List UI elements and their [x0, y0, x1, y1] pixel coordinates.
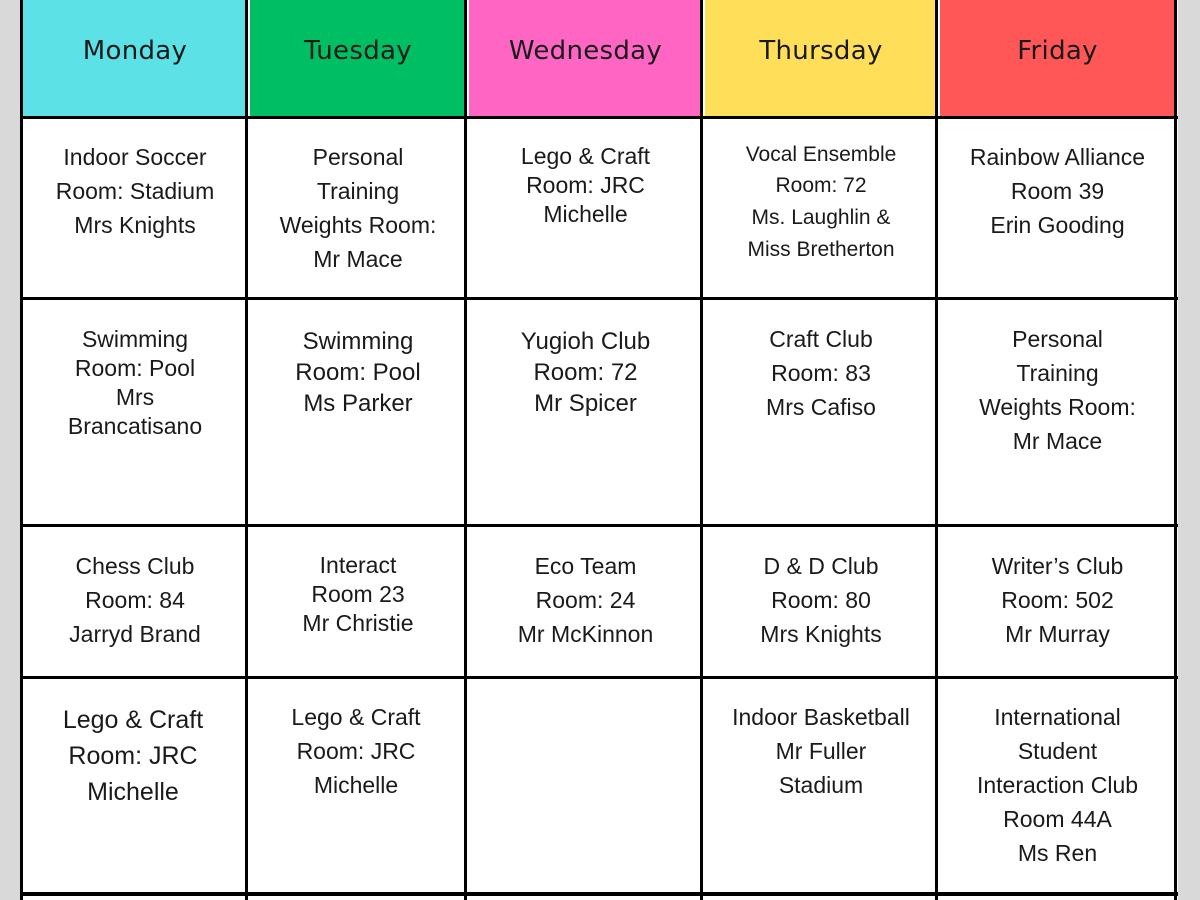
- activity-room: Room: 72: [533, 359, 638, 386]
- activity-name: Indoor Basketball: [732, 704, 910, 730]
- activity-name: Lego & Craft: [291, 704, 421, 730]
- header-friday: [940, 0, 1175, 118]
- activity-teacher: Mr Fuller: [775, 738, 867, 764]
- activity-name: Eco Team: [534, 553, 637, 579]
- activity-name: Lego & Craft: [520, 143, 651, 169]
- header-tuesday-label: Tuesday: [304, 36, 412, 66]
- activity-name: Personal: [312, 144, 404, 170]
- cell-r3-thursday: [705, 549, 937, 651]
- activity-room: Room 23: [311, 581, 405, 607]
- activity-name: Chess Club: [75, 553, 195, 579]
- grid-line: [20, 524, 1178, 527]
- activity-room: Room: 24: [535, 587, 636, 613]
- activity-teacher: Mr McKinnon: [517, 621, 654, 647]
- header-tuesday: [250, 0, 466, 118]
- activity-room: Room: Pool: [74, 355, 196, 381]
- cell-r3-tuesday: [250, 551, 466, 638]
- activity-teacher: Mr Mace: [313, 246, 403, 272]
- activity-teacher: Michelle: [543, 201, 628, 227]
- activity-teacher: Mr Christie: [302, 610, 414, 636]
- header-wednesday: [469, 0, 702, 118]
- activity-room: Stadium: [778, 772, 864, 798]
- activity-room: Room 44A: [1003, 806, 1112, 832]
- header-wednesday-label: Wednesday: [508, 36, 663, 66]
- cell-r2-monday: [23, 325, 247, 441]
- cell-r2-tuesday: [250, 326, 466, 419]
- grid-line: [20, 892, 1178, 896]
- header-friday-label: Friday: [1017, 36, 1098, 66]
- cell-r4-tuesday: [250, 700, 462, 802]
- activity-teacher: Ms Ren: [1017, 840, 1098, 866]
- activity-room: Room: 80: [771, 587, 871, 613]
- activity-room: Room: 502: [1001, 587, 1114, 613]
- activity-teacher: Michelle: [87, 778, 179, 806]
- activity-teacher: Michelle: [313, 772, 399, 798]
- activity-name: Indoor Soccer: [63, 144, 207, 170]
- activity-teacher: Mrs: [115, 384, 155, 410]
- activity-room: Weights Room:: [979, 394, 1136, 420]
- grid-line: [20, 116, 1178, 119]
- cell-r3-wednesday: [469, 549, 702, 651]
- cell-r3-friday: [940, 549, 1175, 651]
- header-thursday-label: Thursday: [759, 36, 883, 66]
- activity-name-cont: Interaction Club: [976, 772, 1139, 798]
- grid-line: [700, 0, 703, 900]
- activity-name-cont: Training: [316, 178, 400, 204]
- header-monday-label: Monday: [82, 36, 188, 66]
- activity-teacher: Ms Parker: [303, 390, 413, 417]
- activity-teacher: Mr Murray: [1005, 621, 1110, 647]
- cell-r1-thursday: [705, 139, 937, 265]
- activity-teacher: Mrs Knights: [760, 621, 882, 647]
- activity-room: Room 39: [1010, 178, 1105, 204]
- activity-name: Lego & Craft: [62, 706, 204, 734]
- cell-r1-tuesday: [250, 140, 466, 276]
- activity-name: Interact: [319, 552, 397, 578]
- cell-r4-friday: [940, 700, 1175, 870]
- cell-r3-monday: [23, 549, 247, 651]
- header-thursday: [705, 0, 937, 118]
- activity-name: Swimming: [81, 326, 189, 352]
- grid-line: [464, 0, 467, 900]
- grid-line: [245, 0, 248, 900]
- activity-name: D & D Club: [763, 553, 879, 579]
- activity-name: Writer’s Club: [991, 553, 1124, 579]
- activity-room: Room: 84: [85, 587, 185, 613]
- activity-room: Weights Room:: [279, 212, 437, 238]
- activity-name-cont: Student: [1017, 738, 1098, 764]
- activity-teacher-cont: Miss Bretherton: [747, 238, 895, 261]
- cell-r2-thursday: [705, 322, 937, 424]
- cell-r4-thursday: [705, 700, 937, 802]
- activity-teacher: Jarryd Brand: [69, 621, 201, 647]
- grid-line: [20, 0, 23, 900]
- activity-name: Yugioh Club: [520, 328, 651, 355]
- activity-room: Room: JRC: [526, 172, 645, 198]
- activity-room: Room: 72: [775, 174, 867, 197]
- grid-line: [20, 297, 1178, 300]
- activity-name: Rainbow Alliance: [969, 144, 1146, 170]
- cell-r1-friday: [940, 140, 1175, 242]
- grid-line: [1174, 0, 1177, 900]
- cell-r4-monday: [23, 702, 243, 810]
- activity-room: Room: 83: [771, 360, 871, 386]
- header-monday: [23, 0, 247, 118]
- activity-teacher: Mr Mace: [1012, 428, 1103, 454]
- activity-teacher: Mrs Cafiso: [766, 394, 876, 420]
- cell-r2-friday: [940, 322, 1175, 458]
- activity-teacher: Erin Gooding: [990, 212, 1125, 238]
- grid-line: [20, 676, 1178, 679]
- activity-room: Room: JRC: [68, 742, 198, 770]
- grid-line: [935, 0, 938, 900]
- activity-teacher: Ms. Laughlin &: [751, 206, 891, 229]
- activity-room: Room: Pool: [295, 359, 421, 386]
- activity-teacher-cont: Brancatisano: [67, 413, 203, 439]
- activity-teacher: Mrs Knights: [74, 212, 196, 238]
- activity-name: International: [994, 704, 1121, 730]
- activity-teacher: Mr Spicer: [534, 390, 637, 417]
- cell-r1-wednesday: [469, 142, 702, 229]
- activity-name: Vocal Ensemble: [745, 143, 897, 166]
- activity-room: Room: JRC: [296, 738, 416, 764]
- cell-r1-monday: [23, 140, 247, 242]
- cell-r2-wednesday: [469, 326, 702, 419]
- activity-name: Craft Club: [769, 326, 873, 352]
- activity-name: Personal: [1012, 326, 1103, 352]
- activity-name: Swimming: [302, 328, 414, 355]
- activity-room: Room: Stadium: [55, 178, 215, 204]
- activity-name-cont: Training: [1016, 360, 1099, 386]
